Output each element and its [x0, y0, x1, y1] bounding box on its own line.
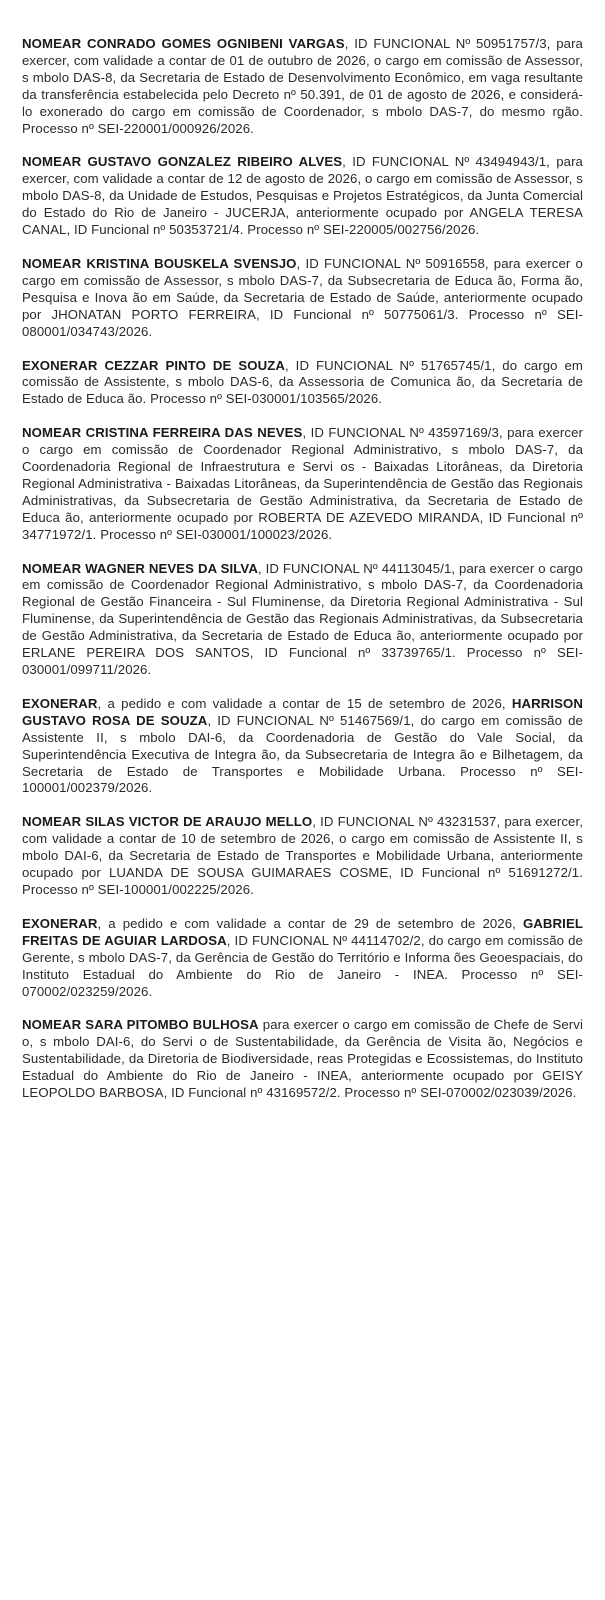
act-emphasis: NOMEAR SILAS VICTOR DE ARAUJO MELLO: [22, 814, 313, 830]
act-paragraph: [22, 358, 583, 409]
act-text: , ID FUNCIONAL Nº 51467569/1, do cargo em comissão de Assistente II, s mbolo DAI-6, da Coordenadoria de Gestão do Vale Social, da Superintendência Executiva de Integra ão, da Subsecretaria de Integra ão e Bilhetagem, da Secretaria de Estado de Transportes e Mobilidade Urbana. Processo nº SEI-100001/002379/2026.: [22, 712, 583, 796]
act-paragraph: [22, 36, 583, 137]
act-paragraph: [22, 1017, 583, 1102]
act-text: , ID FUNCIONAL Nº 43231537, para exercer, com validade a contar de 10 de setembro de 2026, o cargo em comissão de Assistente II, s mbolo DAI-6, da Secretaria de Estado de Transportes e Mobilidade Urbana, anteriormente ocupado por LUANDA DE SOUSA GUIMARAES COSME, ID Funcional nº 51691272/1. Processo nº SEI-100001/002225/2026.: [22, 814, 583, 897]
act-text: para exercer o cargo em comissão de Chefe de Servi o, s mbolo DAI-6, do Servi o de Sustentabilidade, da Gerência de Visita ão, Negócios e Sustentabilidade, da Diretoria de Biodiversidade, reas Protegidas e Ecossistemas, do Instituto Estadual do Ambiente do Rio de Janeiro - INEA, anteriormente ocupado por GEISY LEOPOLDO BARBOSA, ID Funcional nº 43169572/2. Processo nº SEI-070002/023039/2026.: [22, 1017, 583, 1101]
entries-list: [22, 36, 583, 1102]
act-emphasis: GABRIEL FREITAS DE AGUIAR LARDOSA: [22, 915, 583, 948]
act-paragraph: [22, 425, 583, 543]
act-emphasis: NOMEAR CRISTINA FERREIRA DAS NEVES: [22, 425, 303, 441]
act-text: , a pedido e com validade a contar de 15 de setembro de 2026,: [97, 695, 512, 711]
act-paragraph: [22, 696, 583, 797]
act-text: , ID FUNCIONAL Nº 44114702/2, do cargo em comissão de Gerente, s mbolo DAS-7, da Gerência de Gestão do Território e Informa ões Geoespaciais, do Instituto Estadual do Ambiente do Rio de Janeiro - INEA. Processo nº SEI-070002/023259/2026.: [22, 932, 583, 999]
act-paragraph: [22, 561, 583, 679]
act-emphasis: EXONERAR: [22, 915, 98, 931]
act-emphasis: EXONERAR CEZZAR PINTO DE SOUZA: [22, 357, 285, 373]
act-text: , ID FUNCIONAL Nº 43494943/1, para exercer, com validade a contar de 12 de agosto de 2026, o cargo em comissão de Assessor, s mbolo DAS-8, da Unidade de Estudos, Pesquisas e Projetos Estratégicos, da Junta Comercial do Estado do Rio de Janeiro - JUCERJA, anteriormente ocupado por ANGELA TERESA CANAL, ID Funcional nº 50353721/4. Processo nº SEI-220005/002756/2026.: [22, 154, 583, 238]
act-text: , ID FUNCIONAL Nº 51765745/1, do cargo em comissão de Assistente, s mbolo DAS-6, da Assessoria de Comunica ão, da Secretaria de Estado de Educa ão. Processo nº SEI-030001/103565/2026.: [22, 357, 583, 407]
act-emphasis: NOMEAR KRISTINA BOUSKELA SVENSJO: [22, 255, 297, 271]
act-text: , ID FUNCIONAL Nº 44113045/1, para exercer o cargo em comissão de Coordenador Regional Administrativo, s mbolo DAS-7, da Coordenadoria Regional de Gestão Financeira - Sul Fluminense, da Diretoria Regional Administrativa - Sul Fluminense, da Superintendência de Gestão das Regionais Administrativas, da Subsecretaria de Gestão Administrativa, da Secretaria de Estado de Educa ão, anteriormente ocupado por ERLANE PEREIRA DOS SANTOS, ID Funcional nº 33739765/1. Processo nº SEI-030001/099711/2026.: [22, 560, 583, 677]
act-emphasis: NOMEAR GUSTAVO GONZALEZ RIBEIRO ALVES: [22, 154, 343, 170]
act-text: , ID FUNCIONAL Nº 43597169/3, para exercer o cargo em comissão de Coordenador Regional Administrativo, s mbolo DAS-7, da Coordenadoria Regional de Infraestrutura e Servi os - Baixadas Litorâneas, da Diretoria Regional Administrativa - Baixadas Litorâneas, da Superintendência de Gestão das Regionais Administrativas, da Subsecretaria de Gestão Administrativa, da Secretaria de Estado de Educa ão, anteriormente ocupado por ROBERTA DE AZEVEDO MIRANDA, ID Funcional nº 34771972/1. Processo nº SEI-030001/100023/2026.: [22, 425, 583, 542]
act-text: , ID FUNCIONAL Nº 50916558, para exercer o cargo em comissão de Assessor, s mbolo DAS-7, da Subsecretaria de Educa ão, Forma ão, Pesquisa e Inova ão em Saúde, da Secretaria de Estado de Saúde, anteriormente ocupado por JHONATAN PORTO FERREIRA, ID Funcional nº 50775061/3. Processo nº SEI-080001/034743/2026.: [22, 255, 583, 339]
act-text: , a pedido e com validade a contar de 29 de setembro de 2026,: [97, 915, 523, 931]
act-paragraph: [22, 256, 583, 341]
act-emphasis: NOMEAR SARA PITOMBO BULHOSA: [22, 1017, 259, 1033]
act-emphasis: HARRISON GUSTAVO ROSA DE SOUZA: [22, 695, 583, 728]
act-emphasis: NOMEAR WAGNER NEVES DA SILVA: [22, 560, 258, 576]
act-emphasis: EXONERAR: [22, 695, 98, 711]
act-paragraph: [22, 814, 583, 899]
act-paragraph: [22, 916, 583, 1001]
act-text: , ID FUNCIONAL Nº 50951757/3, para exercer, com validade a contar de 01 de outubro de 2026, o cargo em comissão de Assessor, s mbolo DAS-8, da Secretaria de Estado de Desenvolvimento Econômico, em vaga resultante da transferência estabelecida pelo Decreto nº 50.391, de 01 de agosto de 2026, e considerá-lo exonerado do cargo em comissão de Coordenador, s mbolo DAS-7, do mesmo rgão. Processo nº SEI-220001/000926/2026.: [22, 36, 583, 136]
act-emphasis: NOMEAR CONRADO GOMES OGNIBENI VARGAS: [22, 36, 345, 51]
act-paragraph: [22, 154, 583, 239]
